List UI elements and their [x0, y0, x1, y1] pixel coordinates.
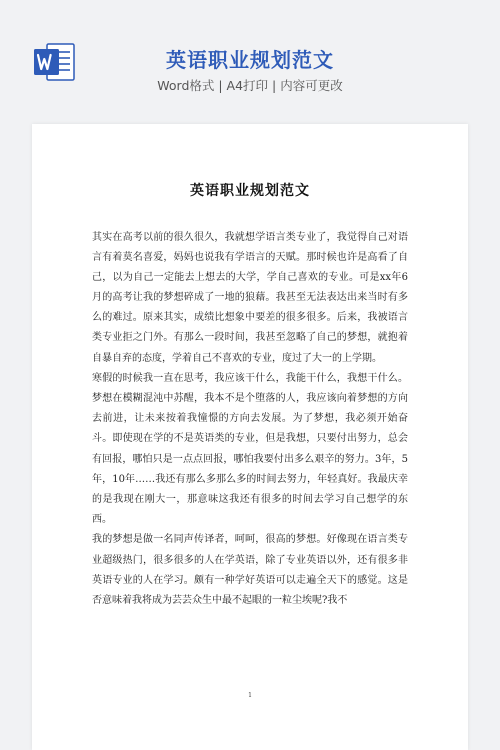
paragraph-1: 其实在高考以前的很久很久，我就想学语言类专业了，我觉得自己对语言有着莫名喜爱，妈妈也说我有学语言的天赋。那时候也许是高看了自己，以为自己一定能去上想去的大学，学自己喜欢的专业。可是xx年6月的高考让我的梦想碎成了一地的狼藉。我甚至无法表达出来当时有多么的难过。原来其实，成绩比想象中要差的很多很多。后来，我被语言类专业拒之门外。有那么一段时间，我甚至忽略了自己的梦想，就抱着自暴自弃的态度，学着自己不喜欢的专业，度过了大一的上学期。 — [92, 232, 408, 364]
paragraph-2: 寒假的时候我一直在思考，我应该干什么，我能干什么，我想干什么。梦想在模糊混沌中苏醒，我本不是个堕落的人，我应该向着梦想的方向去前进，让未来按着我憧憬的方向去发展。为了梦想，我必须开始奋斗。即使现在学的不是英语类的专业，但是我想，只要付出努力，总会有回报，哪怕只是一点点回报，哪怕我要付出多么艰辛的努力。3年，5年，10年……我还有那么多那么多的时间去努力，年轻真好。我最庆幸的是我现在刚大一，那意味这我还有很多的时间去学习自己想学的东西。 — [92, 373, 408, 525]
document-body — [92, 228, 408, 611]
paragraph-3: 我的梦想是做一名同声传译者，呵呵，很高的梦想。好像现在语言类专业超级热门，很多很多的人在学英语，除了专业英语以外，还有很多非英语专业的人在学习。颇有一种学好英语可以走遍全天下的感觉。这是否意味着我将成为芸芸众生中最不起眼的一粒尘埃呢?我不 — [92, 534, 408, 606]
page-header — [0, 0, 500, 120]
header-title: 英语职业规划范文 — [166, 48, 334, 72]
document-page — [32, 124, 468, 750]
header-subtitle: Word格式 | A4打印 | 内容可更改 — [157, 78, 343, 93]
page-number: 1 — [248, 692, 252, 699]
document-title: 英语职业规划范文 — [190, 183, 310, 199]
